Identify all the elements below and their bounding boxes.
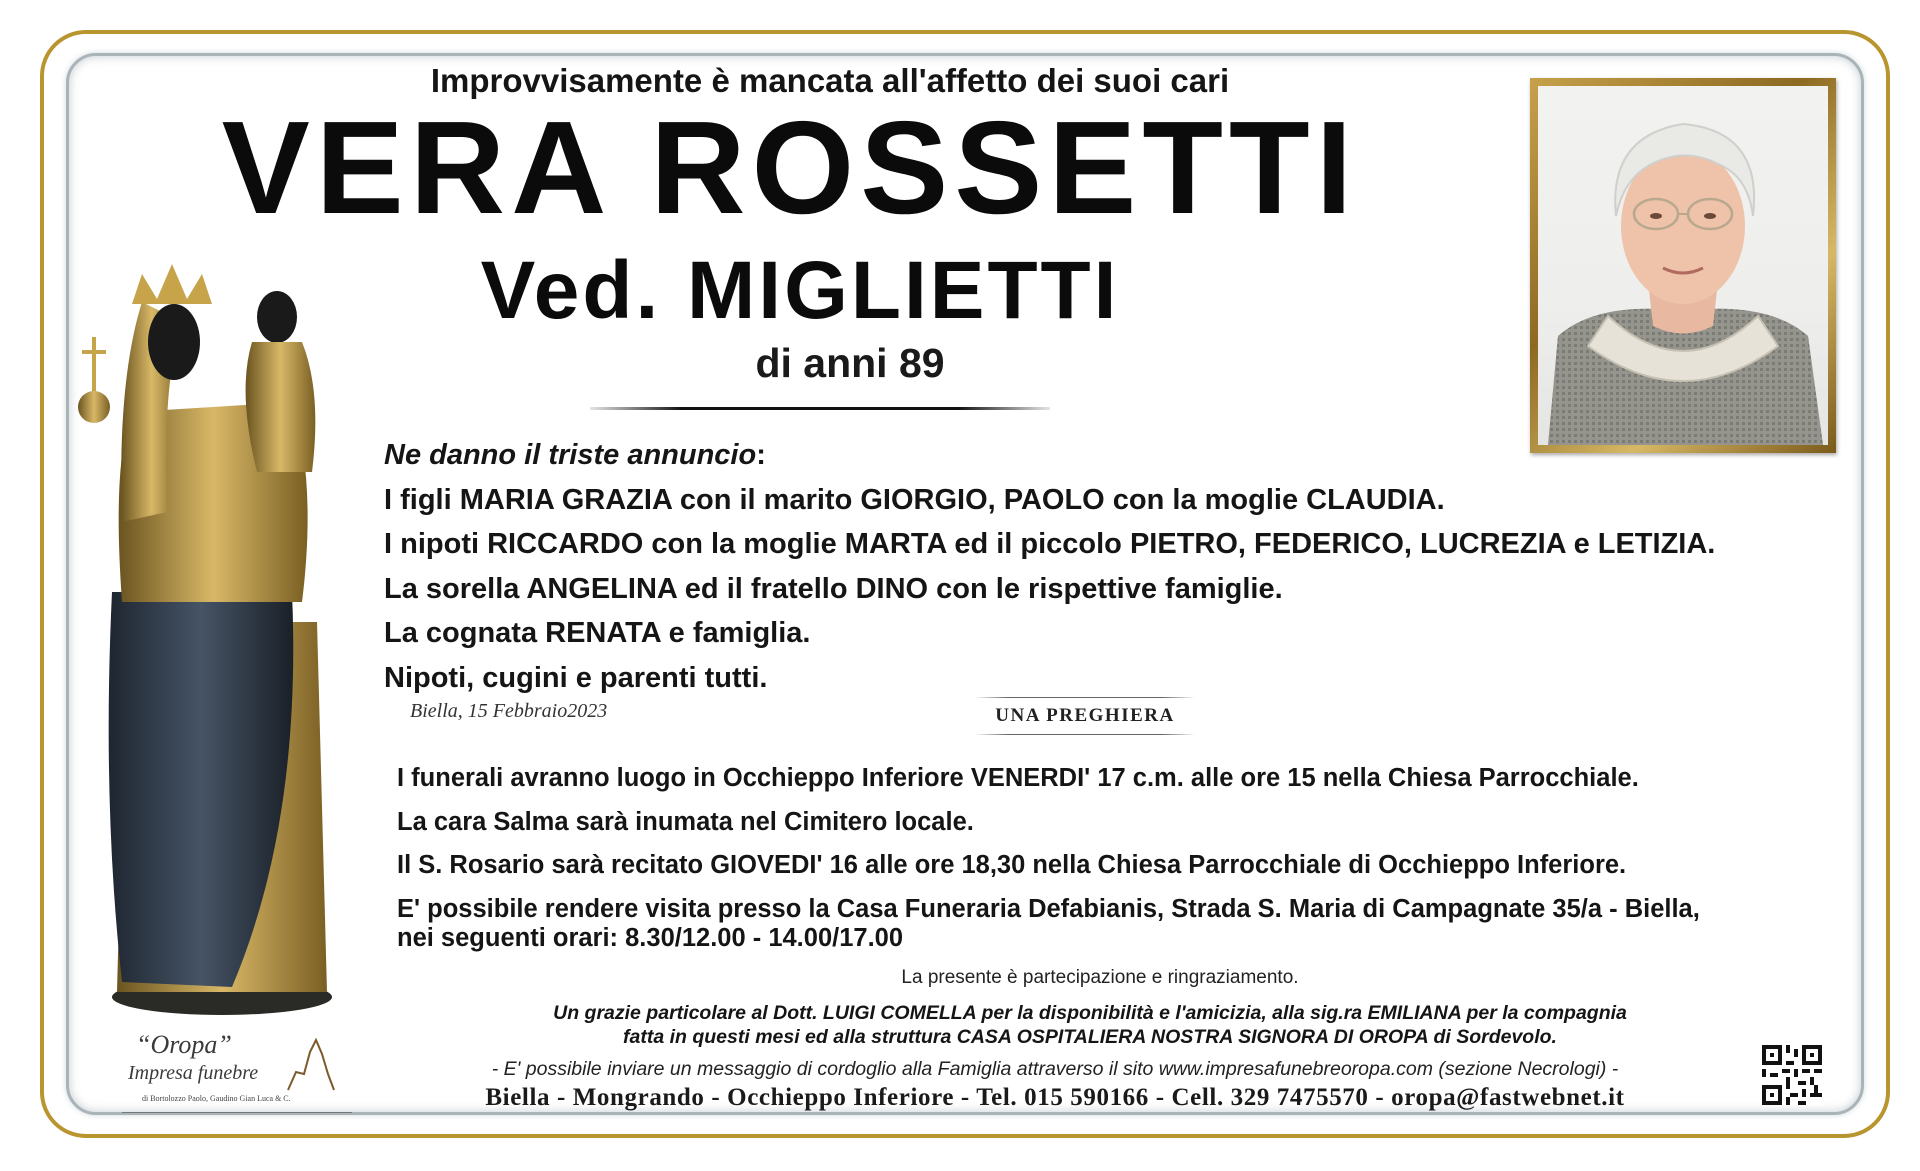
thanks-text: Un grazie particolare al Dott. LUIGI COMELLA per la disponibilità e l'amicizia, alla sig.ra EMILIANA per la compagnia fatta in questi mesi ed alla struttura CASA OSPITALIERA NOSTRA SIGNORA DI OROPA di Sordevolo.	[553, 1002, 1627, 1048]
info-line: La cara Salma sarà inumata nel Cimitero locale.	[397, 807, 974, 836]
place-date: Biella, 15 Febbraio2023	[410, 700, 608, 722]
logo-title: “Oropa”	[136, 1030, 232, 1059]
logo-owners: di Bortolozzo Paolo, Gaudino Gian Luca & C.	[142, 1094, 291, 1103]
visit-info: E' possibile rendere visita presso la Casa Funeraria Defabianis, Strada S. Maria di Campagnate 35/a - Biella, nei seguenti orari: 8.30/12.00 - 14.00/17.00	[397, 894, 1700, 952]
oropa-logo	[118, 1028, 333, 1114]
portrait-frame	[1530, 78, 1836, 453]
announcement-line: Nipoti, cugini e parenti tutti.	[384, 661, 768, 694]
intro-text: Improvvisamente è mancata all'affetto dei suoi cari	[430, 62, 1230, 99]
info-line: I funerali avranno luogo in Occhieppo Inferiore VENERDI' 17 c.m. alle ore 15 nella Chiesa Parrocchiale.	[397, 764, 1639, 792]
contacts-line: Biella - Mongrando - Occhieppo Inferiore - Tel. 015 590166 - Cell. 329 7475570 - oropa@fastwebnet.it	[485, 1084, 1625, 1111]
announcement-line: La sorella ANGELINA ed il fratello DINO con le rispettive famiglie.	[384, 572, 1283, 605]
partecipazione-text: La presente è partecipazione e ringraziamento.	[901, 967, 1299, 988]
church-icon	[286, 1032, 336, 1092]
funeral-info	[397, 757, 1847, 953]
divider	[590, 407, 1050, 410]
announcement-line: La cognata RENATA e famiglia.	[384, 617, 811, 649]
announcement-line: I nipoti RICCARDO con la moglie MARTA ed il piccolo PIETRO, FEDERICO, LUCREZIA e LETIZIA.	[384, 528, 1716, 560]
info-line: Il S. Rosario sarà recitato GIOVEDI' 16 alle ore 18,30 nella Chiesa Parrocchiale di Occhieppo Inferiore.	[397, 851, 1627, 879]
logo-subtitle: Impresa funebre	[128, 1062, 259, 1084]
portrait-photo	[1538, 86, 1828, 445]
deceased-name: VERA ROSSETTI	[221, 94, 1359, 241]
announcement-block	[384, 433, 1864, 700]
prayer-label: UNA PREGHIERA	[995, 705, 1175, 726]
madonna-statue-image	[72, 262, 372, 1022]
condolences-text: - E' possibile inviare un messaggio di cordoglio alla Famiglia attraverso il sito www.impresafunebreoropa.com (sezione Necrologi) -	[491, 1058, 1619, 1080]
widow-name: Ved. MIGLIETTI	[480, 245, 1120, 336]
age-text: di anni 89	[755, 340, 945, 386]
qr-code-icon[interactable]	[1762, 1045, 1822, 1105]
prayer-link[interactable]	[975, 697, 1195, 735]
announcement-lead: Ne danno il triste annuncio:	[384, 439, 766, 471]
announcement-line: I figli MARIA GRAZIA con il marito GIORGIO, PAOLO con la moglie CLAUDIA.	[384, 483, 1445, 516]
